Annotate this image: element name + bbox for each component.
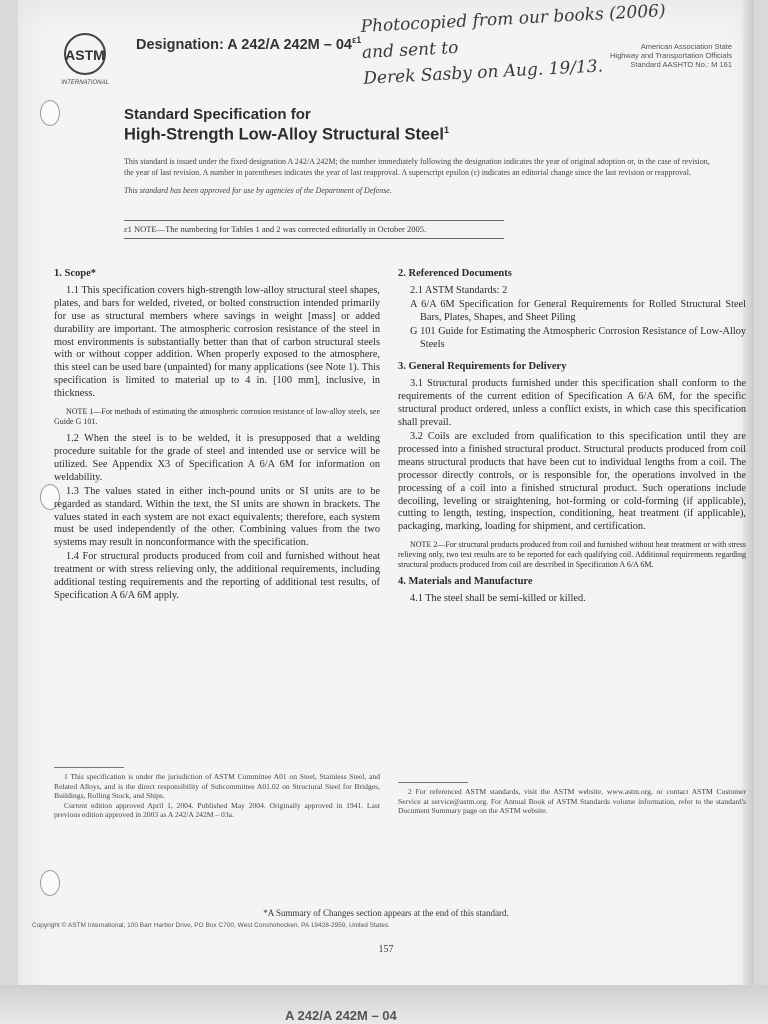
page-number: 157 bbox=[378, 944, 394, 955]
paragraph-3-2: 3.2 Coils are excluded from qualification to this specification until they are processed into a finished structural product. Structural products produced from coil means structural products that have been cut to individual lengths from a coil. The processor directly controls, or is responsible for, the operations involved in the processing of a coil into a finished structural product. Such operations include decoiling, leveling or straightening, hot-forming or cold-forming (if applicable), cutting to length, testing, inspection, conditioning, heat treatment (if applicable), packaging, marking, loading for shipment, and certification. bbox=[398, 430, 746, 533]
paragraph-3-1: 3.1 Structural products furnished under this specification shall conform to the requirements of the current edition of Specification A 6/A 6M, for the specific structural product ordered, unless a conflict exists, in which case this specification shall prevail. bbox=[398, 378, 746, 429]
logo-sub-text: INTERNATIONAL bbox=[61, 80, 109, 86]
section-heading-referenced-documents: 2. Referenced Documents bbox=[398, 268, 512, 279]
next-page-header: A 242/A 242M – 04 bbox=[285, 1008, 397, 1023]
binder-hole-top bbox=[40, 100, 60, 126]
section-heading-delivery: 3. General Requirements for Delivery bbox=[398, 361, 567, 373]
binder-hole-bottom bbox=[40, 870, 60, 896]
paragraph-4-1: 4.1 The steel shall be semi-killed or killed. bbox=[410, 593, 586, 605]
title-line-2: High-Strength Low-Alloy Structural Steel$^1$ bbox=[124, 125, 449, 144]
divider bbox=[124, 220, 504, 221]
document-page bbox=[18, 0, 754, 1024]
aashto-reference: American Association State Highway and Transportation Officials Standard AASHTO No.: M 161 bbox=[609, 42, 732, 69]
preamble-text: This standard is issued under the fixed designation A 242/A 242M; the number immediately following the designation indicates the year of original adoption or, in the case of revision, the year of last revision. A number in parentheses indicates the year of last reapproval. A superscript epsilon (ε) indicates an editorial change since the last revision or reapproval. bbox=[124, 157, 710, 177]
handwriting-line-2: and sent to bbox=[361, 37, 459, 63]
note-1: NOTE 1—For methods of estimating the atmospheric corrosion resistance of low-alloy steels, see Guide G 101. bbox=[54, 407, 380, 427]
astm-logo-icon bbox=[52, 28, 122, 90]
divider bbox=[124, 238, 504, 239]
footnotes-right bbox=[398, 782, 746, 816]
left-column bbox=[54, 262, 380, 604]
handwriting-line-3: Derek Sasby on Aug. 19/13. bbox=[362, 56, 604, 89]
paragraph-1-3: 1.3 The values stated in either inch-pound units or SI units are to be regarded as standard. Within the text, the SI units are shown in brackets. The values stated in each system are not exact equivalents; therefore, each system must be used independently of the other. Combining values from the two systems may result in nonconformance with the specification. bbox=[54, 485, 380, 549]
footnote-1-edition: Current edition approved April 1, 2004. Published May 2004. Originally approved in 1941. Last previous edition approved in 2003 as A 242/A 242M – 03a. bbox=[54, 800, 380, 819]
footnote-rule bbox=[398, 782, 468, 783]
standard-preamble bbox=[124, 157, 714, 197]
note-2: NOTE 2—For structural products produced from coil and furnished without heat treatment or with stress relieving only, two test results are to be reported for each qualifying coil. Additional requirements regarding structural products produced from coil are described in Specification A 6/A 6M. bbox=[398, 540, 746, 570]
footnote-2: 2 For referenced ASTM standards, visit the ASTM website, www.astm.org, or contact ASTM Customer Service at service@astm.org. For Annual Book of ASTM Standards volume information, refer to the standard's Document Summary page on the ASTM website. bbox=[398, 787, 746, 815]
copyright-line: Copyright © ASTM International, 100 Barr Harbor Drive, PO Box C700, West Conshohocken, PA 19428-2959, United States. bbox=[32, 922, 390, 929]
footnote-1: 1 This specification is under the jurisdiction of ASTM Committee A01 on Steel, Stainless Steel, and Related Alloys, and is the direct responsibility of Subcommittee A01.02 on Structural Steel for Bridges, Buildings, Rolling Stock, and Ships. bbox=[54, 772, 380, 800]
section-heading-scope: 1. Scope* bbox=[54, 268, 96, 279]
section-heading-materials: 4. Materials and Manufacture bbox=[398, 576, 533, 588]
handwriting-line-1: Photocopied from our books (2006) bbox=[360, 1, 667, 37]
paragraph-1-1: 1.1 This specification covers high-strength low-alloy structural steel shapes, plates, and bars for welded, riveted, or bolted construction intended primarily for use as structural members where savings in weight [mass] or added durability are important. The atmospheric corrosion resistance of the steel in most environments is substantially better than that of carbon structural steels with or without copper addition. When properly exposed to the atmosphere, this steel can be used bare (unpainted) for many applications (see Note 1). This specification is limited to material up to 4 in. [100 mm], inclusive, in thickness. bbox=[54, 284, 380, 400]
document-title bbox=[124, 106, 449, 145]
astm-standards-label: 2.1 ASTM Standards: 2 bbox=[410, 284, 508, 296]
paragraph-1-2: 1.2 When the steel is to be welded, it is presupposed that a welding procedure suitable for the grade of steel and intended use or service will be utilized. See Appendix X3 of Specification A 6/A 6M for information on weldability. bbox=[54, 433, 380, 483]
paragraph-1-4: 1.4 For structural products produced from coil and furnished without heat treatment or with stress relieving only, the additional requirements, including additional testing requirements and the reporting of additional test results, of Specification A 6/A 6M apply. bbox=[54, 551, 380, 601]
logo-text: ASTM bbox=[65, 47, 105, 63]
footnotes-left bbox=[54, 767, 380, 820]
title-line-1: Standard Specification for bbox=[124, 106, 311, 123]
summary-of-changes-note: *A Summary of Changes section appears at the end of this standard. bbox=[263, 908, 509, 918]
erratum-note: ε1 NOTE—The numbering for Tables 1 and 2 was corrected editorially in October 2005. bbox=[124, 224, 427, 234]
reference-g101: G 101 Guide for Estimating the Atmospheric Corrosion Resistance of Low-Alloy Steels bbox=[410, 325, 746, 350]
right-column bbox=[398, 262, 746, 607]
footnote-rule bbox=[54, 767, 124, 768]
designation: Designation: A 242/A $242M - 04^{\varepsilon 1}$ bbox=[136, 35, 362, 53]
reference-a6: A 6/A 6M Specification for General Requirements for Rolled Structural Steel Bars, Plates, Shapes, and Sheet Piling bbox=[410, 298, 746, 323]
defense-approval: This standard has been approved for use by agencies of the Department of Defense. bbox=[124, 186, 392, 195]
